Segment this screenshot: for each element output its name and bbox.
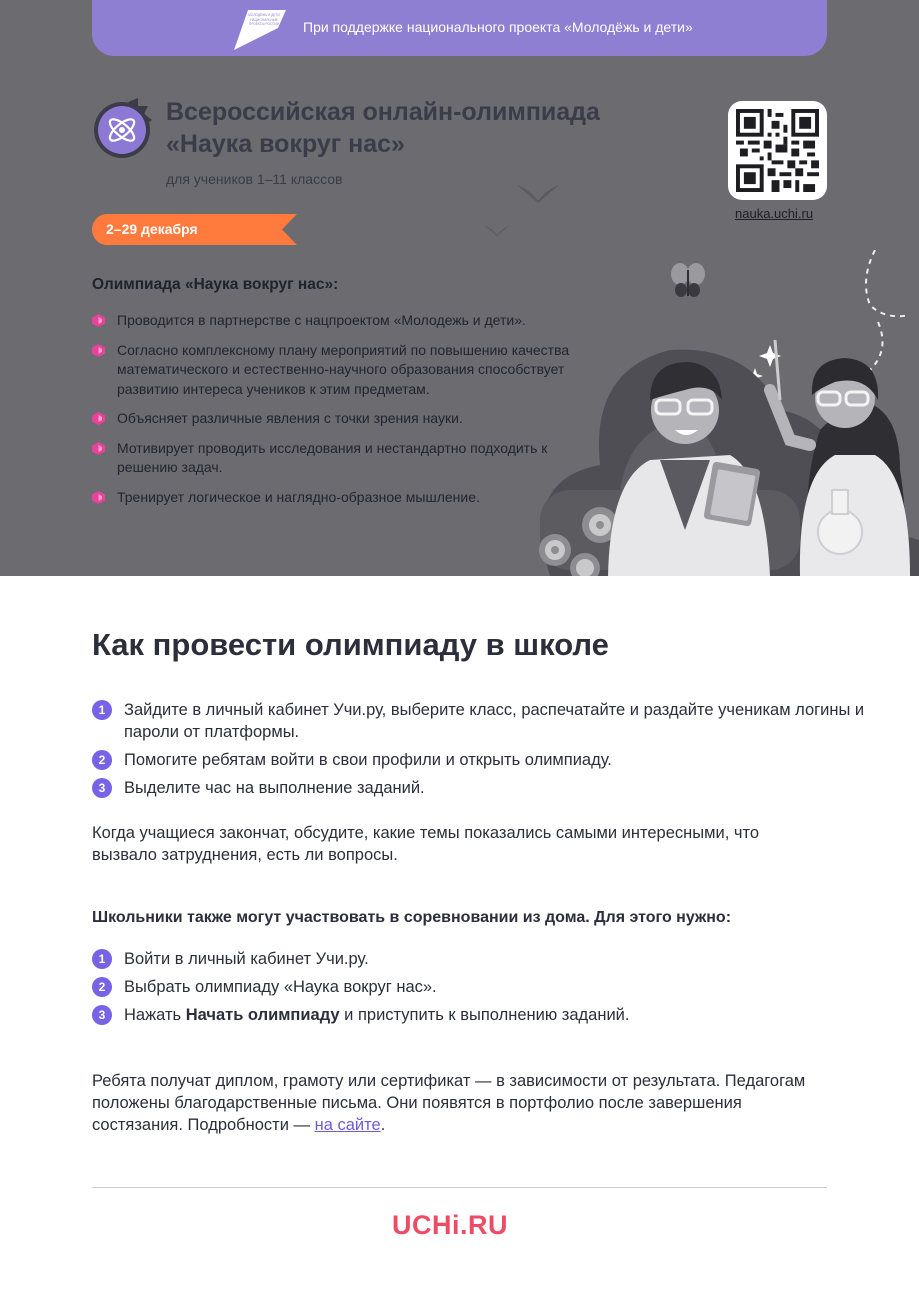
step-number: 1	[92, 949, 112, 969]
butterfly-icon	[671, 263, 705, 297]
title-line-2: «Наука вокруг нас»	[166, 130, 405, 158]
feature-item: Проводится в партнерстве с нацпроектом «Молодежь и дети».	[92, 311, 582, 331]
step-item: 1 Зайдите в личный кабинет Учи.ру, выберите класс, распечатайте и раздайте ученикам логины и пароли от платформы.	[92, 699, 919, 743]
step-number: 3	[92, 1005, 112, 1025]
details-link[interactable]: на сайте	[314, 1116, 381, 1134]
step-item: 1 Войти в личный кабинет Учи.ру.	[92, 948, 629, 970]
title-line-1: Всероссийская онлайн-олимпиада	[166, 98, 600, 126]
final-paragraph: Ребята получат диплом, грамоту или сертификат — в зависимости от результата. Педагогам положены благодарственные письма. Они появятся в портфолио после завершения состязания. Подробности — на сайте.	[92, 1072, 806, 1134]
home-steps-list	[92, 948, 629, 1032]
features-title: Олимпиада «Наука вокруг нас»:	[92, 276, 339, 293]
step-item: 3 Выделите час на выполнение заданий.	[92, 777, 919, 799]
step-number: 2	[92, 977, 112, 997]
gem-icon	[92, 314, 105, 327]
qr-code[interactable]	[728, 101, 827, 200]
after-paragraph: Когда учащиеся закончат, обсудите, какие темы показались самыми интересными, что вызвало затруднения, есть ли вопросы.	[92, 824, 760, 864]
atom-icon	[92, 92, 154, 160]
qr-code-icon	[736, 109, 819, 192]
gem-icon	[92, 344, 105, 357]
feature-item: Мотивирует проводить исследования и нестандартно подходить к решению задач.	[92, 439, 582, 478]
step-item: 3 Нажать Начать олимпиаду и приступить к выполнению заданий.	[92, 1004, 629, 1026]
step-number: 2	[92, 750, 112, 770]
hero-section	[0, 0, 919, 576]
feature-item: Объясняет различные явления с точки зрения науки.	[92, 409, 582, 429]
svg-text:ПРОЕКТЫ РОССИИ: ПРОЕКТЫ РОССИИ	[248, 22, 280, 26]
step-item: 2 Помогите ребятам войти в свои профили и открыть олимпиаду.	[92, 749, 919, 771]
support-text: При поддержке национального проекта «Молодёжь и дети»	[303, 19, 693, 35]
svg-text:НАЦИОНАЛЬНЫЕ: НАЦИОНАЛЬНЫЕ	[250, 18, 278, 22]
step-number: 3	[92, 778, 112, 798]
olympiad-subtitle: для учеников 1–11 классов	[166, 171, 343, 187]
support-banner	[92, 0, 827, 56]
bird-icon	[517, 183, 559, 203]
gem-icon	[92, 442, 105, 455]
feature-item: Согласно комплексному плану мероприятий по повышению качества математического и естественно-научного образования способствует развитию интереса учеников к этим предметам.	[92, 341, 582, 400]
gem-icon	[92, 412, 105, 425]
step-item: 2 Выбрать олимпиаду «Наука вокруг нас».	[92, 976, 629, 998]
start-olympiad-bold: Начать олимпиаду	[185, 1006, 340, 1024]
footer-divider	[92, 1187, 827, 1188]
bird-icon	[484, 224, 510, 236]
date-label: 2–29 декабря	[106, 221, 198, 237]
svg-text:МОЛОДЁЖЬ И ДЕТИ: МОЛОДЁЖЬ И ДЕТИ	[248, 13, 280, 17]
scientists-illustration	[480, 250, 919, 576]
school-steps-list	[92, 699, 919, 805]
feature-item: Тренирует логическое и наглядно-образное мышление.	[92, 488, 582, 508]
home-title: Школьники также могут участвовать в соревновании из дома. Для этого нужно:	[92, 909, 732, 926]
how-to-title: Как провести олимпиаду в школе	[92, 627, 609, 662]
olympiad-title	[166, 96, 600, 160]
uchi-logo[interactable]: UCHi.RU	[392, 1210, 508, 1240]
step-number: 1	[92, 700, 112, 720]
national-projects-logo	[234, 6, 286, 50]
site-link[interactable]: nauka.uchi.ru	[735, 206, 814, 221]
gem-icon	[92, 491, 105, 504]
